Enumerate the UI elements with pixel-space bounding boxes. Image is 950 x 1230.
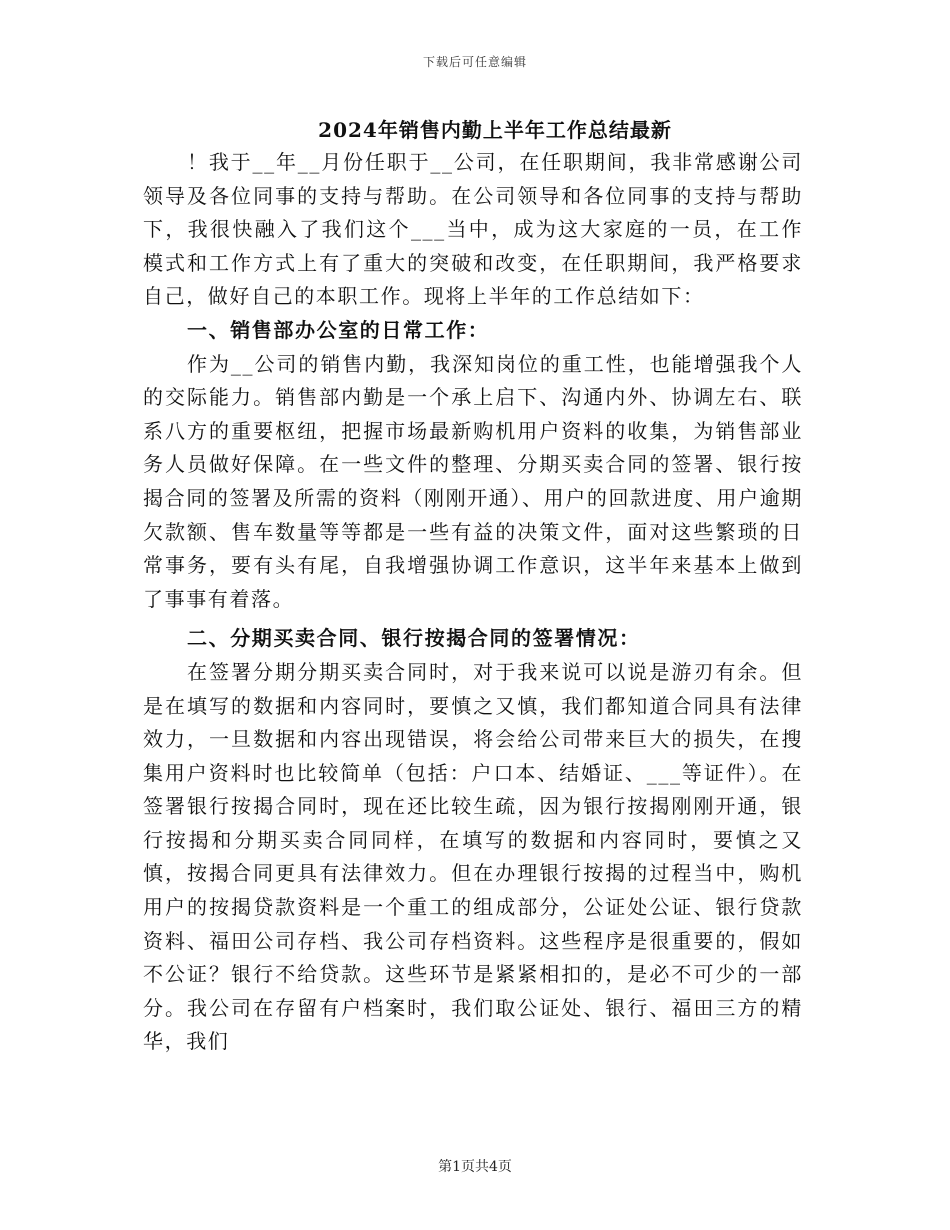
section-heading-1: 一、销售部办公室的日常工作：: [187, 317, 490, 342]
section-heading-2: 二、分期买卖合同、银行按揭合同的签署情况：: [187, 626, 641, 651]
page-header: 下载后可任意编辑: [422, 55, 527, 69]
section-paragraph-2: 在签署分期分期买卖合同时，对于我来说可以说是游刃有余。但是在填写的数据和内容同时，要慎之又慎，我们都知道合同具有法律效力，一旦数据和内容出现错误，将会给公司带来巨大的损失，在搜集用户资料时也比较简单（包括：户口本、结婚证、___等证件）。在签署银行按揭合同时，现在还比较生疏，因为银行按揭刚刚开通，银行按揭和分期买卖合同同样，在填写的数据和内容同时，要慎之又慎，按揭合同更具有法律效力。但在办理银行按揭的过程当中，购机用户的按揭贷款资料是一个重工的组成部分，公证处公证、银行贷款资料、福田公司存档、我公司存档资料。这些程序是很重要的，假如不公证？银行不给贷款。这些环节是紧紧相扣的，是必不可少的一部分。我公司在存留有户档案时，我们取公证处、银行、福田三方的精华，我们: [143, 659, 803, 1054]
document-title: 2024年销售内勤上半年工作总结最新: [318, 118, 672, 142]
document-body: [143, 146, 803, 1059]
intro-paragraph: ！我于__年__月份任职于__公司，在任职期间，我非常感谢公司领导及各位同事的支持与帮助。在公司领导和各位同事的支持与帮助下，我很快融入了我们这个___当中，成为这大家庭的一员，在工作模式和工作方式上有了重大的突破和改变，在任职期间，我严格要求自己，做好自己的本职工作。现将上半年的工作总结如下：: [143, 150, 803, 309]
page-footer: 第1页共4页: [438, 1159, 512, 1175]
section-paragraph-1: 作为__公司的销售内勤，我深知岗位的重工性，也能增强我个人的交际能力。销售部内勤是一个承上启下、沟通内外、协调左右、联系八方的重要枢纽，把握市场最新购机用户资料的收集，为销售部业务人员做好保障。在一些文件的整理、分期买卖合同的签署、银行按揭合同的签署及所需的资料（刚刚开通）、用户的回款进度、用户逾期欠款额、售车数量等等都是一些有益的决策文件，面对这些繁琐的日常事务，要有头有尾，自我增强协调工作意识，这半年来基本上做到了事事有着落。: [143, 351, 803, 611]
